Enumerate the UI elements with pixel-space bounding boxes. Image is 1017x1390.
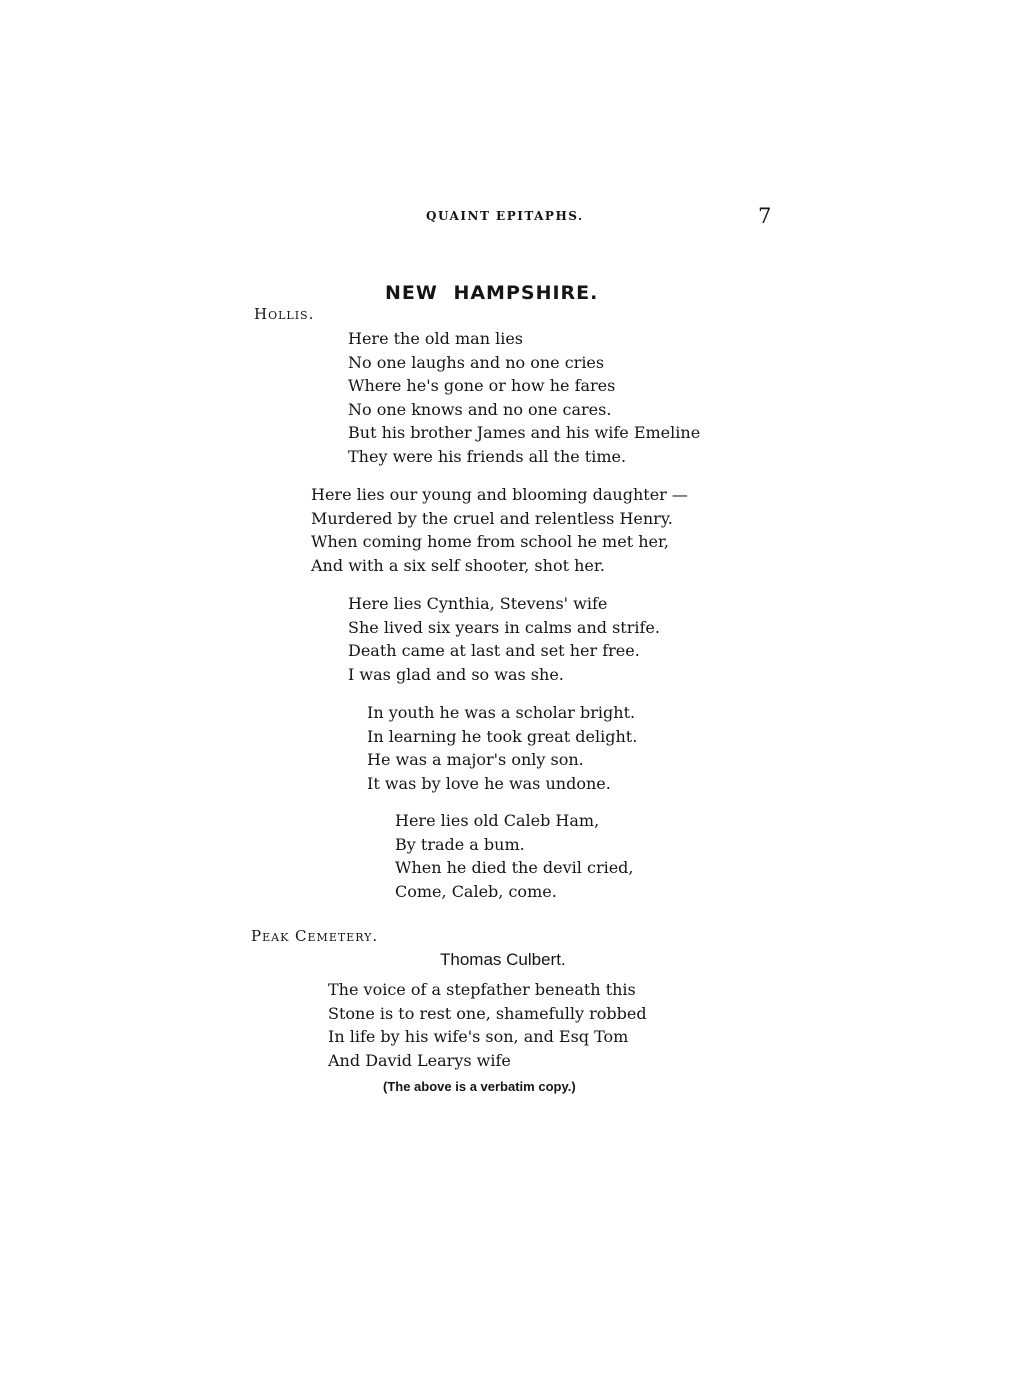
epitaph-line: No one knows and no one cares.	[348, 399, 612, 419]
location-hollis: Hollis.	[254, 305, 315, 323]
epitaph-line: But his brother James and his wife Emeline	[348, 423, 701, 443]
epitaph-line: Here the old man lies	[348, 329, 524, 348]
epitaph-old-man	[348, 327, 700, 469]
epitaph-line: Here lies our young and blooming daughter —	[311, 485, 688, 504]
epitaph-line: No one laughs and no one cries	[348, 352, 605, 372]
epitaph-line: Here lies old Caleb Ham,	[395, 811, 600, 830]
epitaph-line: In life by his wife's son, and Esq Tom	[328, 1027, 629, 1047]
inscription-name: Thomas Culbert.	[440, 950, 566, 969]
epitaph-line: Come, Caleb, come.	[395, 881, 557, 901]
section-title: NEW HAMPSHIRE.	[385, 282, 599, 304]
epitaph-line: They were his friends all the time.	[348, 446, 627, 466]
epitaph-line: She lived six years in calms and strife.	[348, 617, 660, 637]
epitaph-daughter	[311, 483, 688, 577]
epitaph-cynthia	[348, 592, 660, 686]
epitaph-line: When he died the devil cried,	[395, 858, 634, 878]
epitaph-line: When coming home from school he met her,	[311, 532, 669, 552]
epitaph-line: He was a major's only son.	[367, 750, 584, 770]
epitaph-line: By trade a bum.	[395, 834, 525, 854]
epitaph-line: In learning he took great delight.	[367, 726, 638, 746]
epitaph-culbert	[328, 978, 647, 1072]
running-head: QUAINT EPITAPHS.	[426, 209, 584, 223]
epitaph-line: And David Learys wife	[328, 1050, 511, 1070]
page-number: 7	[758, 204, 772, 228]
epitaph-line: Here lies Cynthia, Stevens' wife	[348, 594, 608, 613]
location-peak-cemetery: Peak Cemetery.	[251, 927, 379, 945]
epitaph-line: Murdered by the cruel and relentless Henry.	[311, 508, 673, 528]
epitaph-line: The voice of a stepfather beneath this	[328, 980, 636, 999]
epitaph-scholar	[367, 701, 637, 795]
epitaph-line: And with a six self shooter, shot her.	[311, 555, 605, 575]
epitaph-line: Stone is to rest one, shamefully robbed	[328, 1003, 647, 1023]
epitaph-line: I was glad and so was she.	[348, 664, 564, 684]
epitaph-line: Death came at last and set her free.	[348, 641, 640, 661]
verbatim-note: (The above is a verbatim copy.)	[383, 1079, 576, 1094]
epitaph-caleb-ham	[395, 809, 634, 903]
epitaph-line: It was by love he was undone.	[367, 773, 611, 793]
epitaph-line: Where he's gone or how he fares	[348, 376, 616, 396]
epitaph-line: In youth he was a scholar bright.	[367, 703, 636, 722]
